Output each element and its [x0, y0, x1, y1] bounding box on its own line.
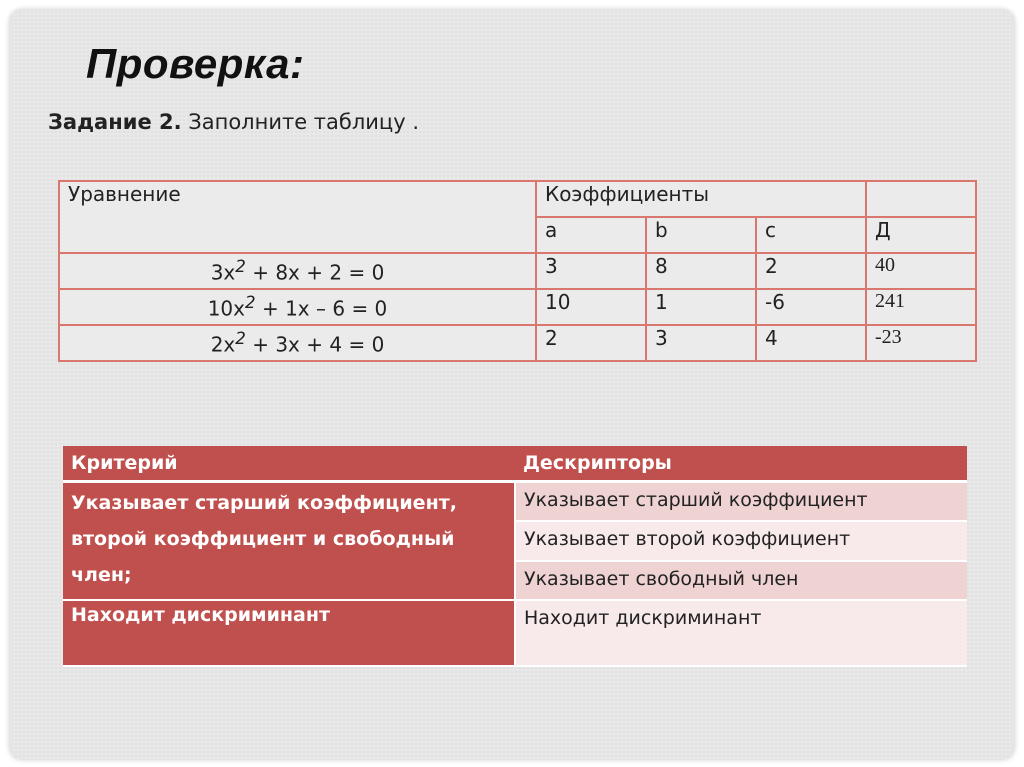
cell-c: -6 [756, 289, 866, 325]
table-row [59, 289, 976, 325]
table-row [63, 600, 967, 666]
descriptor-cell: Указывает старший коэффициент [515, 482, 967, 522]
cell-b: 3 [646, 325, 756, 361]
equation-cell: $2x^2 + 3x + 4 = 0$ [59, 325, 536, 361]
cell-d: 241 [866, 289, 976, 325]
header-d: Д [866, 217, 976, 253]
cell-b: 8 [646, 253, 756, 289]
descriptor-cell: Находит дискриминант [515, 600, 967, 666]
cell-a: 10 [536, 289, 646, 325]
header-empty [866, 181, 976, 217]
criteria-table [63, 446, 967, 667]
criteria-header-row [63, 446, 967, 482]
cell-d: 40 [866, 253, 976, 289]
header-descriptors: Дескрипторы [515, 446, 967, 482]
task-line [48, 110, 419, 134]
header-c: c [756, 217, 866, 253]
cell-c: 2 [756, 253, 866, 289]
criterion-cell: Находит дискриминант [63, 600, 515, 666]
equation-cell: $3x^2 + 8x + 2 = 0$ [59, 253, 536, 289]
coef-header-row-1 [59, 181, 976, 217]
equation-cell: $10x^2 + 1x - 6 = 0$ [59, 289, 536, 325]
header-equation: Уравнение [59, 181, 536, 253]
cell-b: 1 [646, 289, 756, 325]
cell-c: 4 [756, 325, 866, 361]
cell-a: 3 [536, 253, 646, 289]
table-row [59, 253, 976, 289]
header-criterion: Критерий [63, 446, 515, 482]
header-a: a [536, 217, 646, 253]
header-b: b [646, 217, 756, 253]
coefficients-table [58, 180, 977, 362]
criterion-cell: Указывает старший коэффициент, второй коэффициент и свободный член; [63, 482, 515, 601]
task-label: Задание 2. [48, 110, 182, 134]
descriptor-cell: Указывает второй коэффициент [515, 521, 967, 560]
page-title: Проверка: [86, 40, 305, 87]
cell-d: -23 [866, 325, 976, 361]
task-text: Заполните таблицу . [181, 110, 420, 134]
table-row [63, 482, 967, 522]
header-coefficients: Коэффициенты [536, 181, 866, 217]
table-row [59, 325, 976, 361]
descriptor-cell: Указывает свободный член [515, 561, 967, 600]
cell-a: 2 [536, 325, 646, 361]
